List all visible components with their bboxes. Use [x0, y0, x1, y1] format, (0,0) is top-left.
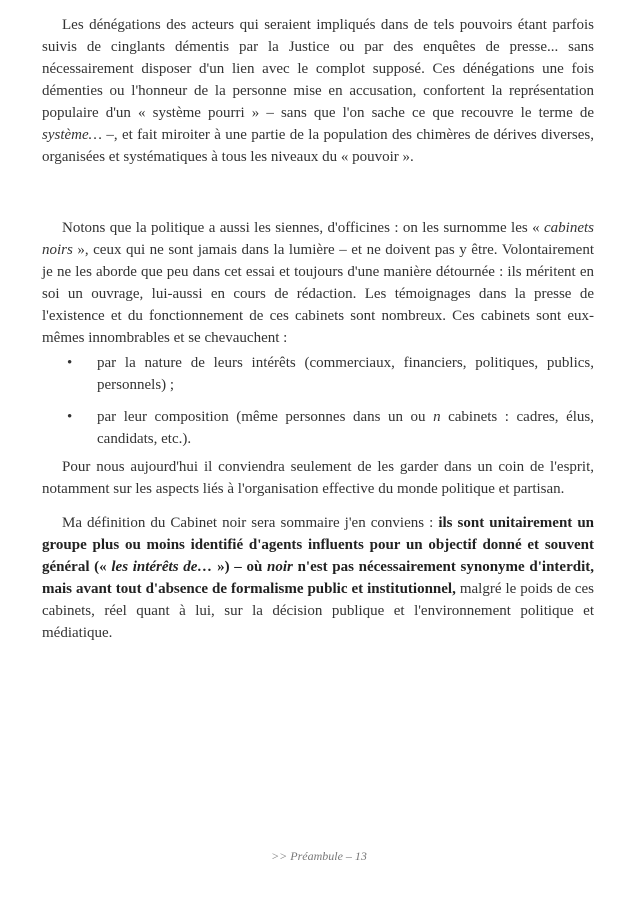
paragraph-text: malgré le poids de ces cabinets, réel quant à lui, sur la décision publique et l'environnement politique et médiatique.	[42, 581, 594, 641]
list-item	[42, 406, 594, 450]
italic-systeme: système…	[42, 127, 102, 143]
paragraph-definition	[42, 512, 594, 644]
bold-text: n'est pas nécessairement synonyme d'interdit, mais avant tout d'absence de formalisme public et institutionnel,	[42, 559, 594, 597]
bullet-marker: •	[67, 409, 73, 425]
paragraph-aujourdhui	[42, 456, 594, 500]
bullet-marker: •	[67, 355, 73, 371]
paragraph-text: Ma définition du Cabinet noir sera sommaire j'en conviens :	[62, 515, 439, 531]
paragraph-text: –, et fait miroiter à une partie de la population des chimères de dérives diverses, organisées et systématiques à tous les niveaux du « pouvoir ».	[42, 127, 594, 165]
bold-text: ils sont unitairement un groupe plus ou moins identifié d'agents influents pour un objectif donné et souvent général («	[42, 515, 594, 575]
list-item-text: par leur composition (même personnes dans un ou	[97, 409, 434, 425]
paragraph-cabinets-noirs	[42, 217, 594, 349]
paragraph-denegations	[42, 14, 594, 168]
paragraph-text: Notons que la politique a aussi les siennes, d'officines : on les surnomme les «	[62, 220, 544, 236]
list-item-text: par la nature de leurs intérêts (commerciaux, financiers, politiques, publics, personnels) ;	[97, 355, 594, 393]
paragraph-text: Pour nous aujourd'hui il conviendra seulement de les garder dans un coin de l'esprit, notamment sur les aspects liés à l'organisation effective du monde politique et partisan.	[42, 459, 594, 497]
page-footer: >> Préambule – 13	[271, 849, 367, 863]
bullet-list	[42, 352, 594, 460]
bold-italic-text: les intérêts de…	[106, 559, 218, 575]
paragraph-text: Les dénégations des acteurs qui seraient impliqués dans de tels pouvoirs étant parfois suivis de cinglants démentis par la Justice ou par des enquêtes de presse... sans nécessairement disposer d'un lien avec le complot supposé. Ces dénégations une fois démenties ou l'honneur de la personne mise en accusation, confortent la représentation populaire d'un « système pourri » – sans que l'on sache ce que recouvre le terme de	[42, 17, 594, 121]
bold-text: ») – où	[217, 559, 268, 575]
paragraph-text: », ceux qui ne sont jamais dans la lumière – et ne doivent pas y être. Volontairement je ne les aborde que peu dans cet essai et toujours d'une manière détournée : ils méritent en soi un ouvrage, lui-aussi en cours de rédaction. Les témoignages dans la presse de l'existence et du fonctionnement de ces cabinets sont nombreux. Ces cabinets sont eux-mêmes innombrables et se chevauchent :	[42, 242, 594, 346]
italic-n: n	[433, 409, 441, 425]
bold-italic-noir: noir	[267, 559, 293, 575]
list-item-text: cabinets : cadres, élus, candidats, etc.).	[97, 409, 595, 447]
list-item	[42, 352, 594, 396]
italic-cabinets-noirs: cabinets noirs	[42, 220, 594, 258]
